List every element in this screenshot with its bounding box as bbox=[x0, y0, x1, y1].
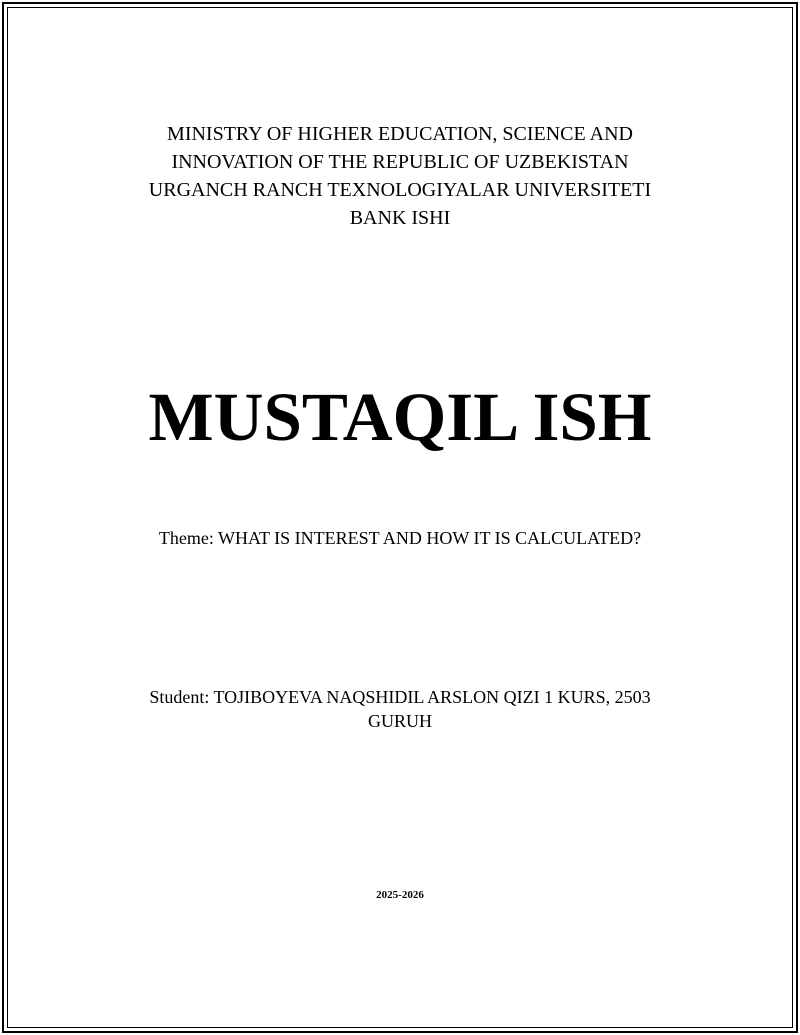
header-line-university: URGANCH RANCH TEXNOLOGIYALAR UNIVERSITETI bbox=[148, 179, 652, 201]
header-line-ministry: MINISTRY OF HIGHER EDUCATION, SCIENCE AND bbox=[167, 123, 633, 145]
document-title: MUSTAQIL ISH bbox=[148, 379, 652, 455]
header-line-republic: INNOVATION OF THE REPUBLIC OF UZBEKISTAN bbox=[171, 151, 629, 173]
academic-year: 2025-2026 bbox=[376, 889, 424, 901]
document-theme: Theme: WHAT IS INTEREST AND HOW IT IS CALCULATED? bbox=[158, 528, 642, 548]
student-info: Student: TOJIBOYEVA NAQSHIDIL ARSLON QIZI 1 KURS, 2503 GURUH bbox=[149, 687, 651, 731]
header-line-department: BANK ISHI bbox=[349, 207, 451, 229]
institution-header bbox=[0, 120, 800, 232]
